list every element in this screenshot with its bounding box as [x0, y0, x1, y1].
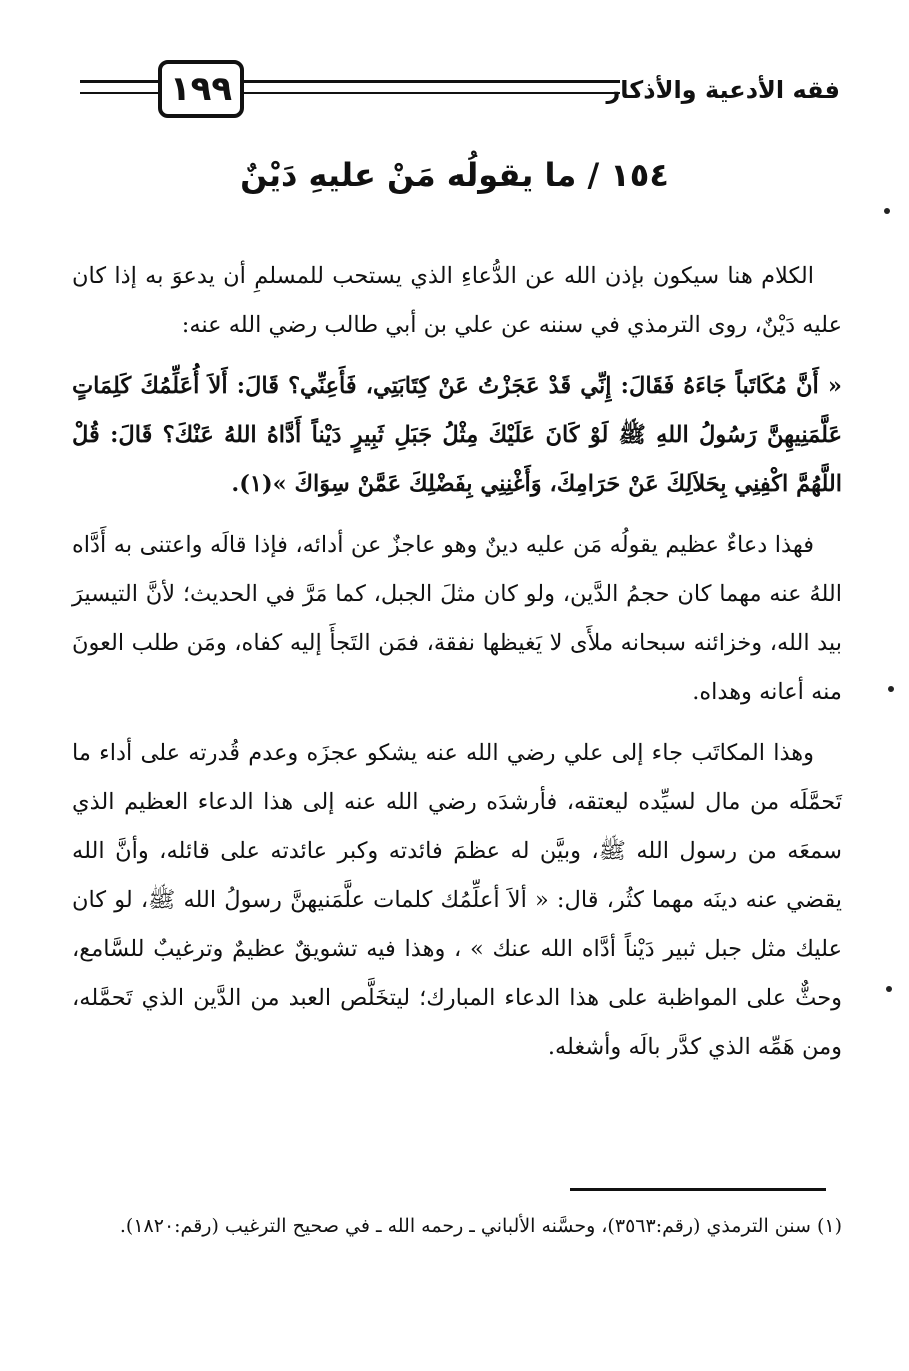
page-number: ١٩٩: [158, 60, 244, 118]
paragraph-explanation: فهذا دعاءٌ عظيم يقولُه مَن عليه دينٌ وهو عاجزٌ عن أدائه، فإذا قالَه واعتنى به أَدَّاه اللهُ عنه مهما كان حجمُ الدَّين، ولو كان مثلَ الجبل، كما مَرَّ في الحديث؛ لأنَّ التيسيرَ بيد الله، وخزائنه سبحانه ملأَى لا يَغيظها نفقة، فمَن التَجأَ إليه كفاه، ومَن طلب العونَ منه أعانه وهداه.: [72, 532, 842, 705]
hadith-quote: « أَنَّ مُكَاتَباً جَاءَهُ فَقَالَ: إِنِّي قَدْ عَجَزْتُ عَنْ كِتَابَتِي، فَأَعِنِّي؟ قَالَ: أَلاَ أُعَلِّمُكَ كَلِمَاتٍ عَلَّمَنِيهِنَّ رَسُولُ اللهِ ﷺ لَوْ كَانَ عَلَيْكَ مِثْلُ جَبَلِ ثَبِيرٍ دَيْناً أَدَّاهُ اللهُ عَنْكَ؟ قَالَ: قُلْ اللَّهُمَّ اكْفِنِي بِحَلاَلِكَ عَنْ حَرَامِكَ، وَأَغْنِنِي بِفَضْلِكَ عَمَّنْ سِوَاكَ »(١).: [72, 373, 842, 497]
chapter-title: ١٥٤ / ما يقولُه مَنْ عليهِ دَيْنٌ: [240, 156, 669, 194]
header-rule-left-lower: [80, 92, 158, 94]
paragraph-intro: الكلام هنا سيكون بإذن الله عن الدُّعاءِ الذي يستحب للمسلمِ أن يدعوَ به إذا كان عليه دَيْنٌ، روى الترمذي في سننه عن علي بن أبي طالب رضي الله عنه:: [72, 263, 842, 338]
scan-speck: [888, 686, 894, 692]
header-rule-left: [80, 80, 158, 83]
page-header: [80, 56, 840, 128]
scan-speck: [884, 208, 890, 214]
footnote-separator: [570, 1188, 826, 1191]
scan-speck: [886, 986, 892, 992]
footnote: (١) سنن الترمذي (رقم:٣٥٦٣)، وحسَّنه الألباني ـ رحمه الله ـ في صحيح الترغيب (رقم:١٨٢٠).: [119, 1215, 842, 1237]
body-text: [72, 252, 842, 1084]
book-title: فقه الأدعية والأذكار: [606, 76, 840, 104]
header-rule-right: [244, 80, 620, 83]
header-rule-right-lower: [244, 92, 620, 94]
paragraph-commentary: وهذا المكاتَب جاء إلى علي رضي الله عنه يشكو عجزَه وعدم قُدرته على أداء ما تَحمَّلَه من مال لسيِّده ليعتقه، فأرشدَه رضي الله عنه إلى هذا الدعاء العظيم الذي سمعَه من رسول الله ﷺ، وبيَّن له عظمَ فائدته وكبر عائدته على قائله، وأنَّ الله يقضي عنه دينَه مهما كثُر، قال: « ألاَ أعلِّمُك كلمات علَّمَنيهنَّ رسولُ الله ﷺ، لو كان عليك مثل جبل ثبير دَيْناً أدَّاه الله عنك » ، وهذا فيه تشويقٌ عظيمٌ وترغيبٌ للسَّامع، وحثٌّ على المواظبة على هذا الدعاء المبارك؛ ليتخَلَّص العبد من الدَّين الذي تَحمَّله، ومن هَمِّه الذي كدَّر بالَه وأشغله.: [72, 740, 842, 1060]
